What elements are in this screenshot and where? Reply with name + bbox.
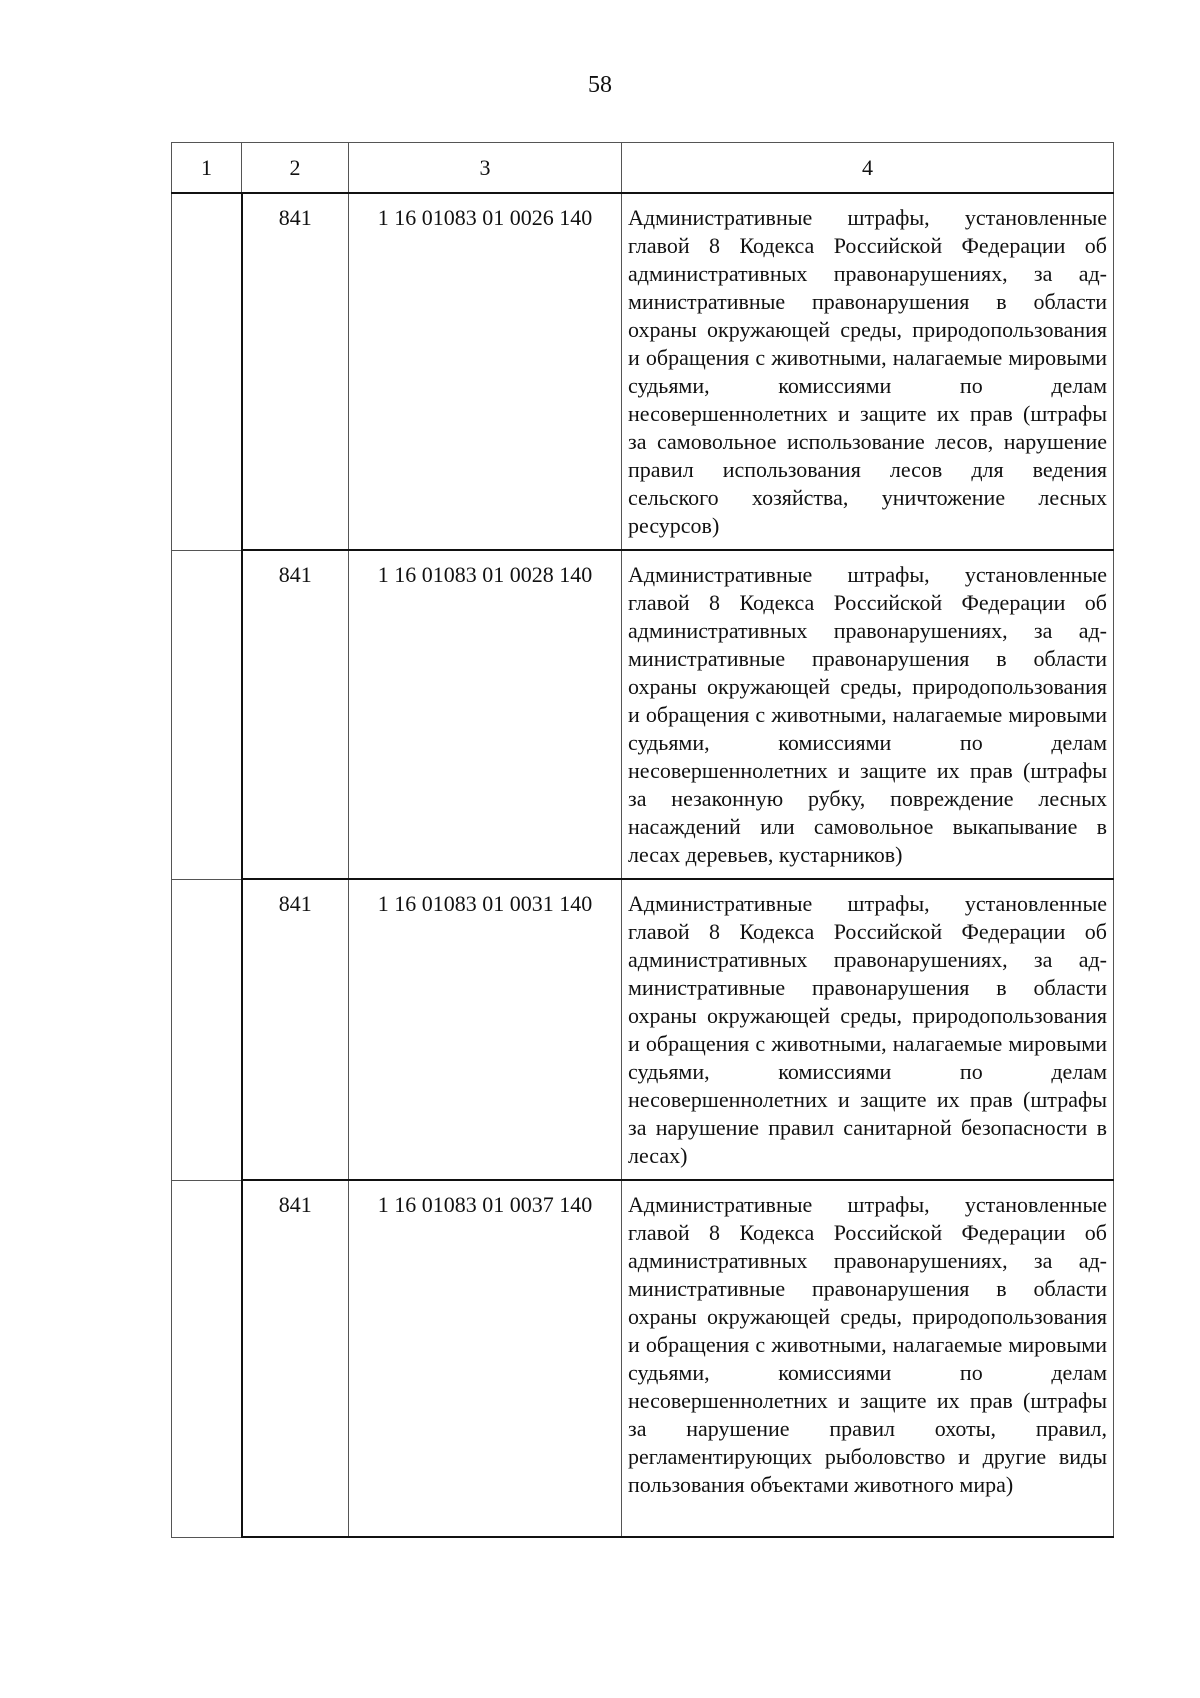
table-cell-col3: 1 16 01083 01 0028 140 — [349, 550, 622, 879]
table-cell-col2: 841 — [242, 879, 349, 1180]
table-cell-col1 — [172, 879, 242, 1180]
table-cell-col4: Административные штрафы, установленные главой 8 Кодекса Российской Федерации об административных правонарушениях, за административные правонарушения в области охраны окружающей среды, природопользования и обращения с животными, налагаемые мировыми судьями, комиссиями по делам несовершеннолетних и защите их прав (штрафы за незаконную рубку, повреждение лесных насаждений или самовольное выкапывание в лесах деревьев, кустарников) — [622, 550, 1114, 879]
header-col-2: 2 — [242, 143, 349, 194]
header-col-1: 1 — [172, 143, 242, 194]
table-cell-col3: 1 16 01083 01 0037 140 — [349, 1180, 622, 1537]
header-col-3: 3 — [349, 143, 622, 194]
table-cell-col1 — [172, 1180, 242, 1537]
table-cell-col4: Административные штрафы, установленные главой 8 Кодекса Российской Федерации об административных правонарушениях, за административные правонарушения в области охраны окружающей среды, природопользования и обращения с животными, налагаемые мировыми судьями, комиссиями по делам несовершеннолетних и защите их прав (штрафы за нарушение правил охоты, правил, регламентирующих рыболовство и другие виды пользования объектами животного мира) — [622, 1180, 1114, 1537]
document-table — [171, 142, 1114, 1538]
table-cell-col2: 841 — [242, 193, 349, 550]
header-col-4: 4 — [622, 143, 1114, 194]
table-cell-col3: 1 16 01083 01 0031 140 — [349, 879, 622, 1180]
table-cell-col1 — [172, 550, 242, 879]
table-row — [172, 193, 1114, 550]
page-number: 58 — [588, 72, 612, 98]
table-cell-col2: 841 — [242, 550, 349, 879]
table-cell-col3: 1 16 01083 01 0026 140 — [349, 193, 622, 550]
table-row — [172, 1180, 1114, 1537]
table-cell-col2: 841 — [242, 1180, 349, 1537]
table-cell-col4: Административные штрафы, установленные главой 8 Кодекса Российской Федерации об административных правонарушениях, за административные правонарушения в области охраны окружающей среды, природопользования и обращения с животными, налагаемые мировыми судьями, комиссиями по делам несовершеннолетних и защите их прав (штрафы за самовольное использование лесов, нарушение правил использования лесов для ведения сельского хозяйства, уничтожение лесных ресурсов) — [622, 193, 1114, 550]
table-cell-col1 — [172, 193, 242, 550]
table-row — [172, 550, 1114, 879]
table-row — [172, 879, 1114, 1180]
table-cell-col4: Административные штрафы, установленные главой 8 Кодекса Российской Федерации об административных правонарушениях, за административные правонарушения в области охраны окружающей среды, природопользования и обращения с животными, налагаемые мировыми судьями, комиссиями по делам несовершеннолетних и защите их прав (штрафы за нарушение правил санитарной безопасности в лесах) — [622, 879, 1114, 1180]
table-header-row — [172, 143, 1114, 194]
